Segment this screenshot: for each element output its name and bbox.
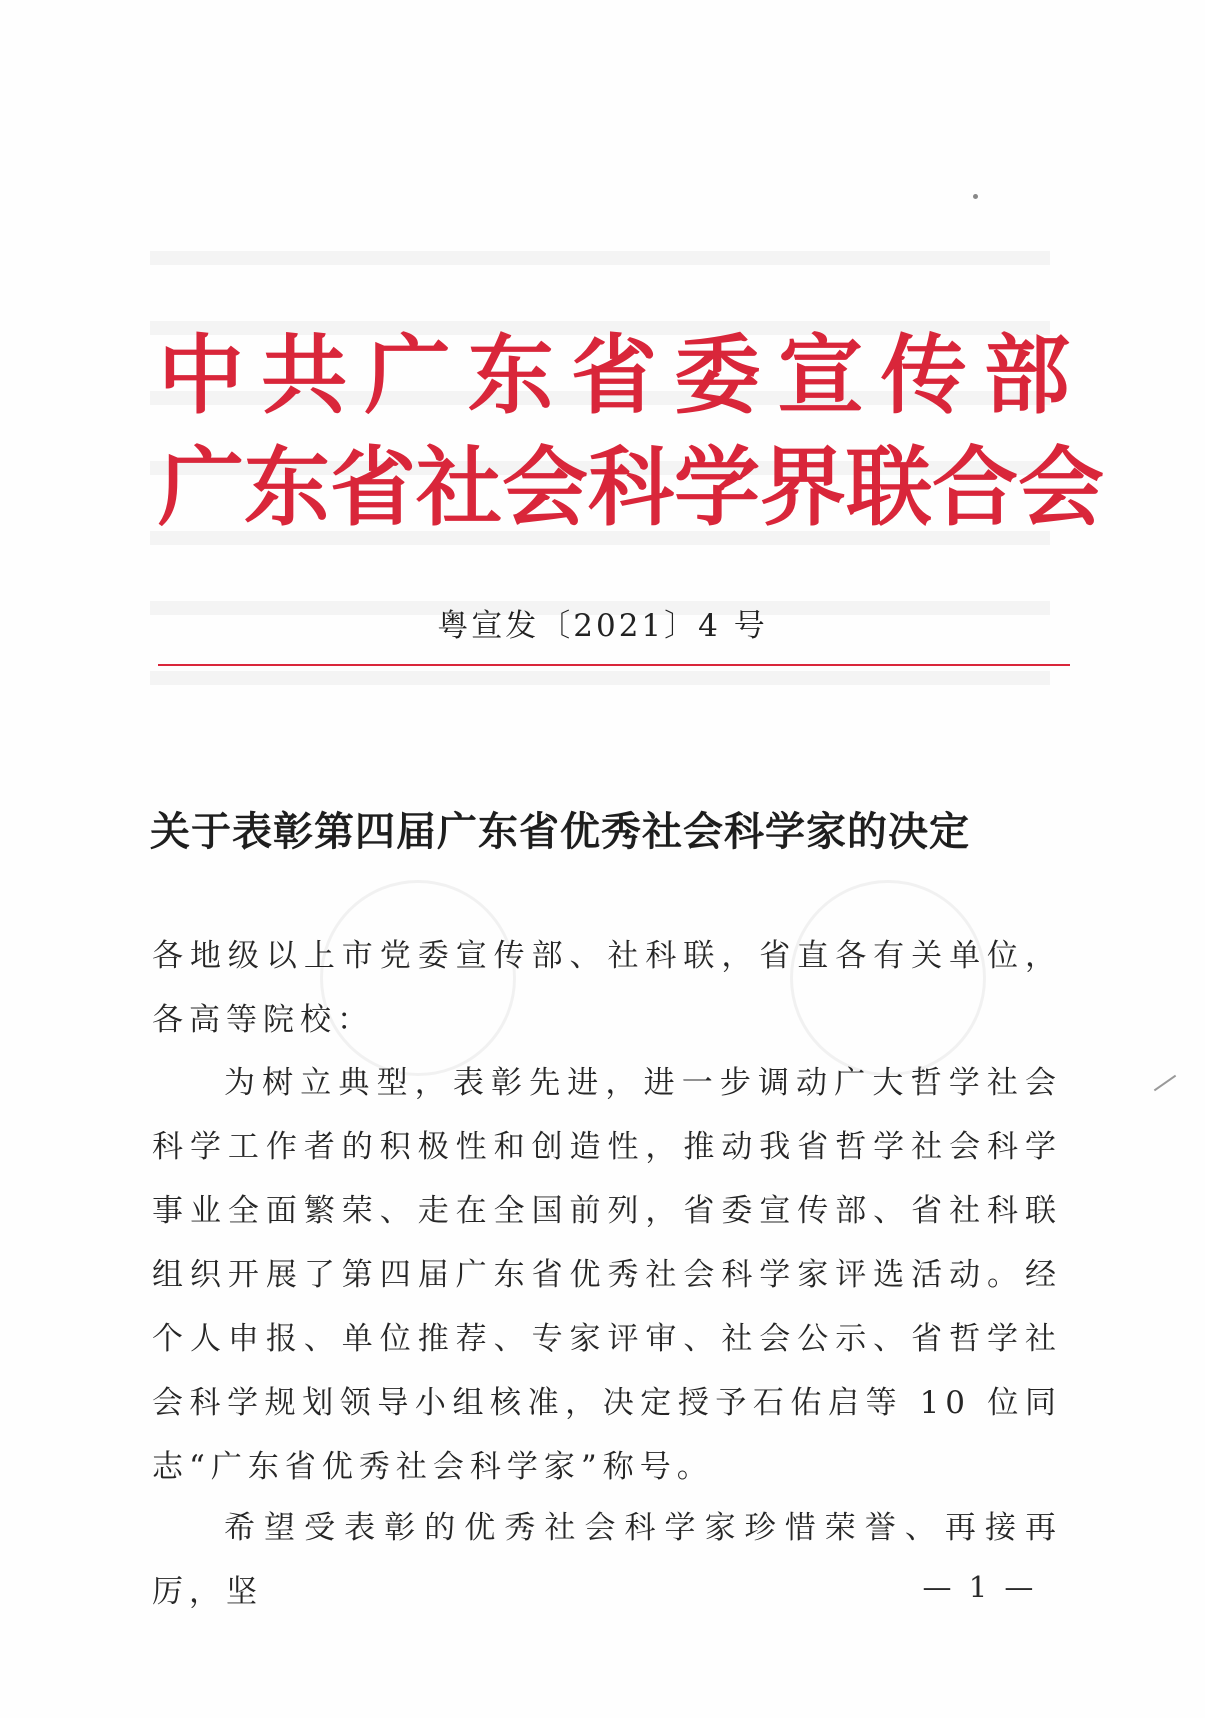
page-number: — 1 —	[922, 1570, 1038, 1604]
masthead-char: 东	[467, 326, 554, 426]
masthead-char: 东	[244, 438, 330, 538]
scan-mark	[1154, 1075, 1176, 1092]
document-title: 关于表彰第四届广东省优秀社会科学家的决定	[150, 808, 970, 855]
masthead-char: 广	[364, 326, 451, 426]
body-paragraph-1: 为树立典型，表彰先进，进一步调动广大哲学社会科学工作者的积极性和创造性，推动我省哲学社会科学事业全面繁荣、走在全国前列，省委宣传部、省社科联组织开展了第四届广东省优秀社会科学家评选活动。经个人申报、单位推荐、专家评审、社会公示、省哲学社会科学规划领导小组核准，决定授予石佑启等 10 位同志“广东省优秀社会科学家”称号。	[152, 1065, 1062, 1485]
masthead-char: 省	[571, 326, 657, 426]
masthead-char: 委	[674, 326, 761, 426]
document-number: 粤宣发〔2021〕4 号	[437, 608, 768, 644]
body-paragraph-2: 希望受表彰的优秀社会科学家珍惜荣誉、再接再厉，坚	[152, 1510, 1062, 1610]
masthead-char: 广	[158, 438, 244, 538]
red-divider-rule	[158, 664, 1070, 666]
masthead-line-2	[158, 438, 1104, 538]
masthead-char: 合	[932, 438, 1018, 538]
masthead-char: 界	[760, 438, 846, 538]
masthead-char: 共	[261, 326, 348, 426]
addressee: 各地级以上市党委宣传部、社科联，省直各有关单位，各高等院校：	[152, 938, 1062, 1038]
masthead-char: 科	[588, 438, 674, 538]
scan-speck	[973, 194, 978, 199]
masthead-char: 宣	[777, 326, 864, 426]
masthead-char: 传	[880, 326, 967, 426]
masthead-char: 联	[846, 438, 932, 538]
masthead-char: 会	[502, 438, 588, 538]
masthead-char: 省	[330, 438, 416, 538]
masthead-char: 学	[674, 438, 760, 538]
masthead-line-1	[158, 326, 1070, 426]
masthead-char: 部	[984, 326, 1070, 426]
masthead-char: 社	[416, 438, 502, 538]
masthead-char: 中	[158, 326, 244, 426]
masthead-char: 会	[1018, 438, 1104, 538]
